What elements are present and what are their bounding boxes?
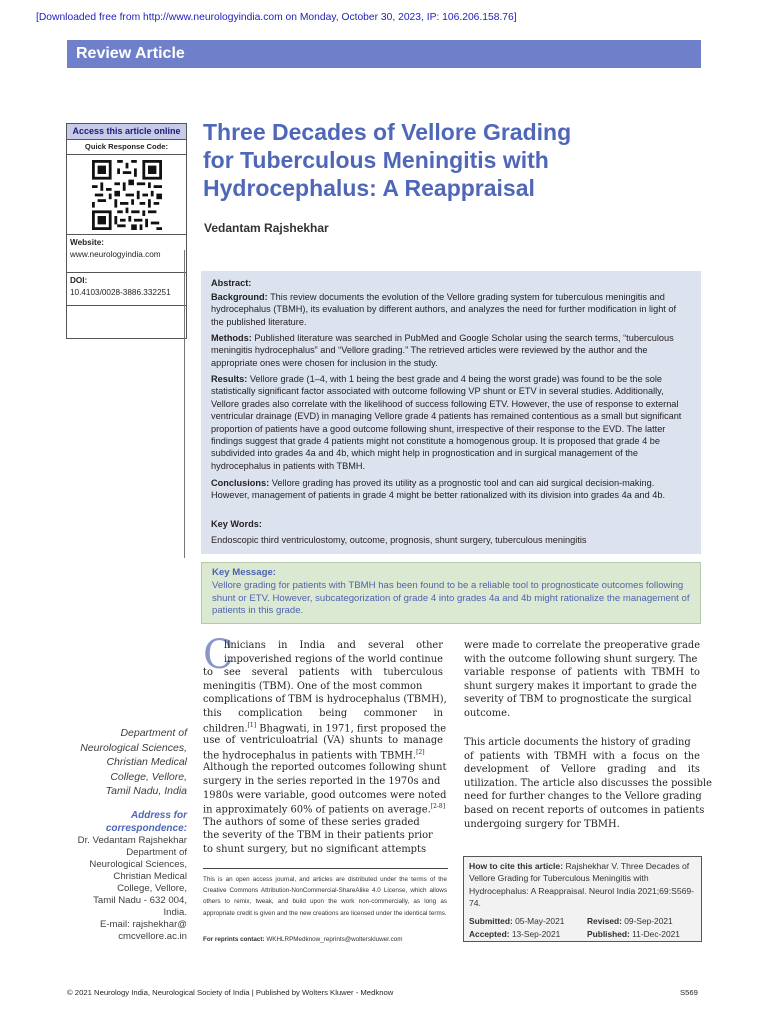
website-link[interactable]: www.neurologyindia.com xyxy=(70,250,161,259)
download-note: [Downloaded free from http://www.neurologyindia.com on Monday, October 30, 2023, IP: 106.206.158.76] xyxy=(36,12,517,23)
correspondence-line: Tamil Nadu - 632 004, xyxy=(93,895,187,906)
body-line: use of ventriculoatrial (VA) shunts to manage xyxy=(203,735,443,747)
access-article-box xyxy=(66,123,187,339)
body-line: utilization. The article also discusses the possible xyxy=(464,777,712,789)
author-name: Vedantam Rajshekhar xyxy=(204,221,329,235)
correspondence-heading: correspondence: xyxy=(105,822,187,834)
correspondence-line: Neurological Sciences, xyxy=(89,859,187,870)
body-line: impoverished regions of the world continue xyxy=(224,653,443,665)
body-right-column xyxy=(464,640,712,840)
keywords-label: Key Words: xyxy=(211,519,262,529)
key-message-text: Vellore grading for patients with TBMH has been found to be a reliable tool to prognosticate outcomes following shunt or ETV. However, subcategorization of grade 4 into grades 4a and 4b might rationalize the management of patients in this grade. xyxy=(212,580,690,617)
body-text: Bhagwati, in 1971, first proposed the xyxy=(259,722,447,734)
abstract-conclusions xyxy=(211,477,689,502)
how-to-cite-box xyxy=(463,856,702,942)
body-line: surgery in the series reported in the 1970s and xyxy=(203,776,441,787)
body-line: The authors of some of these series graded xyxy=(203,816,420,828)
qr-code-label: Quick Response Code: xyxy=(67,140,186,155)
reprints-email[interactable]: WKHLRPMedknow_reprints@wolterskluwer.com xyxy=(266,936,403,943)
submitted-value: 05-May-2021 xyxy=(515,916,565,926)
qr-code-area xyxy=(67,155,186,235)
body-line: of patients with TBMH with a focus on the xyxy=(464,750,700,762)
body-line: development of Vellore grading and its xyxy=(464,764,700,776)
methods-label: Methods: xyxy=(211,333,252,343)
published-value: 11-Dec-2021 xyxy=(632,928,680,939)
citation-text xyxy=(469,860,696,909)
keywords-text: Endoscopic third ventriculostomy, outcome, prognosis, shunt surgery, tuberculous meningitis xyxy=(211,535,587,545)
license-footnote: This is an open access journal, and articles are distributed under the terms of the Creative Commons Attribution-NonCommercial-ShareAlike 4.0 License, which allows others to remix, tweak, and build upon the work non-commercially, as long as appropriate credit is given and the new creations are licensed under the identical terms. xyxy=(203,876,447,917)
results-text: Vellore grade (1–4, with 1 being the best grade and 4 being the worst grade) was found to be the sole statistically significant factor associated with outcome following VP shunt or ETV in several studies. Additionally, Vellore grades also correlate with the likelihood of success following ETV. However, the use of response to external ventricular drainage (EVD) in managing Vellore grade 4 patients has remained contentious as a small but significant proportion of patients have a good outcome following shunt, irrespective of their response to the EVD. The latter findings suggest that grade 4 patients might not constitute a homogenous group. It is proposed that grade 4 be subdivided into grades 4a and 4b, which might help in prognostication and in surgical management of the hydrocephalus in patients with TBMH. xyxy=(211,374,682,471)
body-line: undergoing surgery for TBMH. xyxy=(464,818,620,830)
body-line: to see several patients with tuberculous xyxy=(203,667,443,679)
affiliation-line: Christian Medical xyxy=(106,756,187,768)
body-line: This article documents the history of grading xyxy=(464,737,691,748)
abstract-methods xyxy=(211,332,689,369)
affiliation-line: Neurological Sciences, xyxy=(80,741,187,754)
published-label: Published: xyxy=(587,928,630,939)
affiliation-line: College, Vellore, xyxy=(110,770,187,783)
revised-value: 09-Sep-2021 xyxy=(624,916,673,926)
key-message-heading: Key Message: xyxy=(212,567,276,578)
body-line: 1980s were variable, good outcomes were noted xyxy=(203,789,447,801)
abstract-heading: Abstract: xyxy=(211,278,252,288)
reprints-contact xyxy=(203,936,447,943)
conclusions-label: Conclusions: xyxy=(211,478,270,488)
body-line: linicians in India and several other xyxy=(224,640,443,651)
background-label: Background: xyxy=(211,292,268,302)
correspondence-line: College, Vellore, xyxy=(117,883,187,894)
body-line: Although the reported outcomes following shunt xyxy=(203,762,447,774)
body-line: need for further changes to the Vellore grading xyxy=(464,791,702,803)
accepted-date xyxy=(469,928,560,941)
abstract-divider xyxy=(184,250,185,558)
citation-label: How to cite this article: xyxy=(469,861,564,871)
body-line: meningitis (TBM). One of the most common xyxy=(203,680,423,692)
body-line: complications of TBM is hydrocephalus (TBMH), xyxy=(203,694,447,706)
citation-ref[interactable]: [2] xyxy=(416,748,425,756)
access-box-title: Access this article online xyxy=(67,124,186,140)
page-footer: © 2021 Neurology India, Neurological Society of India | Published by Wolters Kluwer - Medknow xyxy=(67,988,394,997)
drop-cap: C xyxy=(203,632,234,678)
abstract-results xyxy=(211,373,689,472)
abstract-box xyxy=(201,271,701,554)
doi-block xyxy=(67,273,186,306)
body-line: shunt surgery makes it important to grade the xyxy=(464,680,697,692)
citation-body: Rajshekhar V. Three Decades of Vellore Grading for Tuberculous Meningitis with Hydrocephalus: A Reappraisal. Neurol India 2021;69:S569-74. xyxy=(469,861,695,908)
correspondence-email[interactable]: cmcvellore.ac.in xyxy=(118,931,187,942)
revised-label: Revised: xyxy=(587,916,622,926)
body-line-with-ref xyxy=(203,803,445,815)
body-text: in approximately 60% of patients on average. xyxy=(203,804,431,816)
body-line: variable response of patients with TBMH to xyxy=(464,667,700,679)
submitted-label: Submitted: xyxy=(469,916,513,926)
reprints-label: For reprints contact: xyxy=(203,936,265,943)
website-label: Website: xyxy=(70,238,104,247)
body-line: the severity of the TBM in their patients prior xyxy=(203,830,433,842)
doi-value[interactable]: 10.4103/0028-3886.332251 xyxy=(70,288,171,297)
body-line: outcome. xyxy=(464,708,511,719)
title-line: Hydrocephalus: A Reappraisal xyxy=(203,175,535,201)
qr-code-icon xyxy=(92,160,162,230)
affiliation-line: Tamil Nadu, India xyxy=(105,785,187,797)
article-title xyxy=(203,118,633,202)
section-banner xyxy=(67,40,701,68)
footnote-divider xyxy=(203,868,448,869)
author-affiliation xyxy=(47,726,187,799)
section-banner-label: Review Article xyxy=(76,45,185,62)
conclusions-text: Vellore grading has proved its utility as a prognostic tool and can aid surgical decision-making. However, management of patients in grade 4 might be better rationalized with its division into grades 4a and 4b. xyxy=(211,478,666,501)
correspondence-line: India. xyxy=(163,907,187,918)
abstract-background xyxy=(211,291,689,328)
methods-text: Published literature was searched in PubMed and Google Scholar using the search terms, “tuberculous meningitis hydrocephalus” and “Vellore grading.” The retrieved articles were reviewed by the author and the appropriate ones were chosen for inclusion in the study. xyxy=(211,333,674,368)
correspondence-email[interactable]: E-mail: rajshekhar@ xyxy=(99,919,187,930)
correspondence-line: Department of xyxy=(126,847,187,858)
body-line: with the outcome following shunt surgery. The xyxy=(464,653,698,665)
citation-ref[interactable]: [2-8] xyxy=(430,803,446,811)
body-line: to shunt surgery, but no significant attempts xyxy=(203,844,427,855)
body-line: based on recent reports of outcomes in patients xyxy=(464,805,705,816)
doi-label: DOI: xyxy=(70,276,88,285)
body-line-with-ref xyxy=(203,749,425,761)
website-block xyxy=(67,235,186,273)
title-line: Three Decades of Vellore Grading xyxy=(203,119,572,145)
page-number: S569 xyxy=(680,988,698,997)
submitted-date xyxy=(469,915,564,928)
body-text: children. xyxy=(203,722,248,734)
correspondence-heading: Address for xyxy=(130,810,187,821)
published-date xyxy=(587,928,680,941)
body-line: this complication being commoner in xyxy=(203,708,443,719)
key-message-box xyxy=(201,562,701,624)
title-line: for Tuberculous Meningitis with xyxy=(203,147,549,173)
body-line: severity of TBM to prognosticate the surgical xyxy=(464,694,692,706)
accepted-label: Accepted: xyxy=(469,928,510,939)
results-label: Results: xyxy=(211,374,248,384)
body-text: the hydrocephalus in patients with TBMH. xyxy=(203,750,417,762)
correspondence-line: Christian Medical xyxy=(113,871,187,882)
correspondence-line: Dr. Vedantam Rajshekhar xyxy=(77,835,187,846)
body-line-with-ref xyxy=(203,722,446,734)
correspondence-address xyxy=(47,810,187,943)
citation-ref[interactable]: [1] xyxy=(247,721,257,729)
background-text: This review documents the evolution of the Vellore grading system for tuberculous meningitis and hydrocephalus (TBMH), its evaluation by different authors, and analyzes the need for further modification in light of the published literature. xyxy=(211,292,677,327)
accepted-value: 13-Sep-2021 xyxy=(511,928,561,939)
body-line: were made to correlate the preoperative grade xyxy=(464,640,701,651)
affiliation-line: Department of xyxy=(120,727,187,739)
revised-date xyxy=(587,915,673,928)
body-left-column xyxy=(203,632,447,865)
